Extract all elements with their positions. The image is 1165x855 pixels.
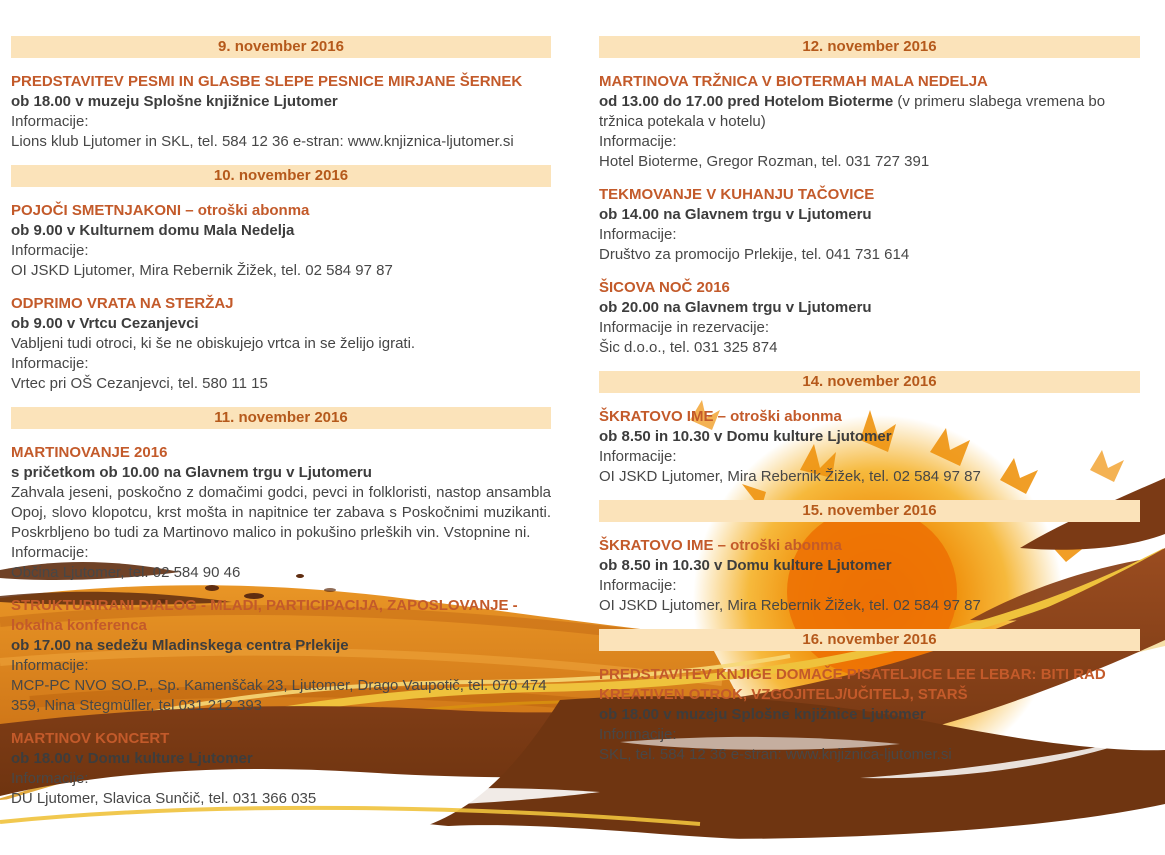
event-title: ŠKRATOVO IME – otroški abonma [599,537,842,554]
event-when: ob 8.50 in 10.30 v Domu kulture Ljutomer [599,428,892,445]
info-value: Hotel Bioterme, Gregor Rozman, tel. 031 727 391 [599,153,930,170]
event-title: PREDSTAVITEV KNJIGE DOMAČE PISATELJICE LEE LEBAR: BITI RAD KREATIVEN OTROK, VZGOJITELJ/UČITELJ, STARŠ [599,666,1106,703]
event-when: ob 9.00 v Kulturnem domu Mala Nedelja [11,222,295,239]
right-column [599,36,1140,778]
event-title: MARTINOVA TRŽNICA V BIOTERMAH MALA NEDELJA [599,73,988,90]
info-value: Lions klub Ljutomer in SKL, tel. 584 12 36 e-stran: www.knjiznica-ljutomer.si [11,133,514,150]
event [599,278,1140,358]
event-when-note: (v primeru slabega vremena bo tržnica potekala v hotelu) [599,93,1106,130]
date-band: 11. november 2016 [11,407,551,429]
event-title: MARTINOV KONCERT [11,730,170,747]
info-label: Informacije: [11,355,89,372]
event-title: TEKMOVANJE V KUHANJU TAČOVICE [599,186,875,203]
event [599,72,1140,172]
info-value: DU Ljutomer, Slavica Sunčič, tel. 031 366 035 [11,790,317,807]
event-when: ob 18.00 v muzeju Splošne knjižnice Ljutomer [11,93,338,110]
info-value: OI JSKD Ljutomer, Mira Rebernik Žižek, tel. 02 584 97 87 [11,262,393,279]
event-when [599,92,1140,132]
info-label: Informacije: [11,113,89,130]
info-label: Informacije: [599,726,677,743]
info-label: Informacije in rezervacije: [599,319,770,336]
date-band: 9. november 2016 [11,36,551,58]
event-when: s pričetkom ob 10.00 na Glavnem trgu v Ljutomeru [11,464,372,481]
date-band: 16. november 2016 [599,629,1140,651]
event-title: STRUKTURIRANI DIALOG - MLADI, PARTICIPACIJA, ZAPOSLOVANJE - lokalna konferenca [11,597,518,634]
event-when: ob 18.00 v Domu kulture Ljutomer [11,750,253,767]
event-when: ob 17.00 na sedežu Mladinskega centra Prlekije [11,637,349,654]
info-label: Informacije: [599,448,677,465]
date-band: 12. november 2016 [599,36,1140,58]
event [599,536,1140,616]
event [11,729,551,809]
event [599,185,1140,265]
event [11,596,551,716]
event [599,407,1140,487]
info-label: Informacije: [599,226,677,243]
event [599,665,1140,765]
info-value: OI JSKD Ljutomer, Mira Rebernik Žižek, tel. 02 584 97 87 [599,468,981,485]
info-value: Društvo za promocijo Prlekije, tel. 041 731 614 [599,246,910,263]
date-band: 10. november 2016 [11,165,551,187]
info-label: Informacije: [11,770,89,787]
event-note: Zahvala jeseni, poskočno z domačimi godci, pevci in folkloristi, nastop ansambla Opoj, slovo klopotcu, krst mošta in napitnice ter zabava s Poskočnimi muzikanti. Poskrbljeno bo tudi za Martinovo malico in pokušino prleških vin. Vstopnine ni. [11,484,551,541]
info-value: Šic d.o.o., tel. 031 325 874 [599,339,778,356]
event-title: ŠICOVA NOČ 2016 [599,279,730,296]
info-value: Vrtec pri OŠ Cezanjevci, tel. 580 11 15 [11,375,268,392]
event-when: ob 8.50 in 10.30 v Domu kulture Ljutomer [599,557,892,574]
info-label: Informacije: [599,133,677,150]
info-label: Informacije: [11,544,89,561]
event-when: ob 14.00 na Glavnem trgu v Ljutomeru [599,206,872,223]
event [11,201,551,281]
info-value: Občina Ljutomer, tel. 02 584 90 46 [11,564,241,581]
info-label: Informacije: [11,242,89,259]
date-band: 15. november 2016 [599,500,1140,522]
event-note: Vabljeni tudi otroci, ki še ne obiskujejo vrtca in se želijo igrati. [11,335,416,352]
info-value: SKL, tel. 584 12 36 e-stran: www.knjiznica-ljutomer.si [599,746,952,763]
event-when: ob 20.00 na Glavnem trgu v Ljutomeru [599,299,872,316]
info-value: OI JSKD Ljutomer, Mira Rebernik Žižek, tel. 02 584 97 87 [599,597,981,614]
event [11,443,551,583]
info-label: Informacije: [599,577,677,594]
event-title: ŠKRATOVO IME – otroški abonma [599,408,842,425]
event [11,294,551,394]
event [11,72,551,152]
event-when-bold: od 13.00 do 17.00 pred Hotelom Bioterme [599,93,894,110]
event-title: MARTINOVANJE 2016 [11,444,168,461]
info-value: MCP-PC NVO SO.P., Sp. Kamenščak 23, Ljutomer, Drago Vaupotič, tel. 070 474 359, Nina Stegmüller, tel 031 212 393 [11,677,547,714]
info-label: Informacije: [11,657,89,674]
date-band: 14. november 2016 [599,371,1140,393]
event-title: ODPRIMO VRATA NA STERŽAJ [11,295,234,312]
event-title: POJOČI SMETNJAKONI – otroški abonma [11,202,310,219]
event-when: ob 18.00 v muzeju Splošne knjižnice Ljutomer [599,706,926,723]
left-column [11,36,551,822]
event-when: ob 9.00 v Vrtcu Cezanjevci [11,315,199,332]
event-title: PREDSTAVITEV PESMI IN GLASBE SLEPE PESNICE MIRJANE ŠERNEK [11,73,523,90]
